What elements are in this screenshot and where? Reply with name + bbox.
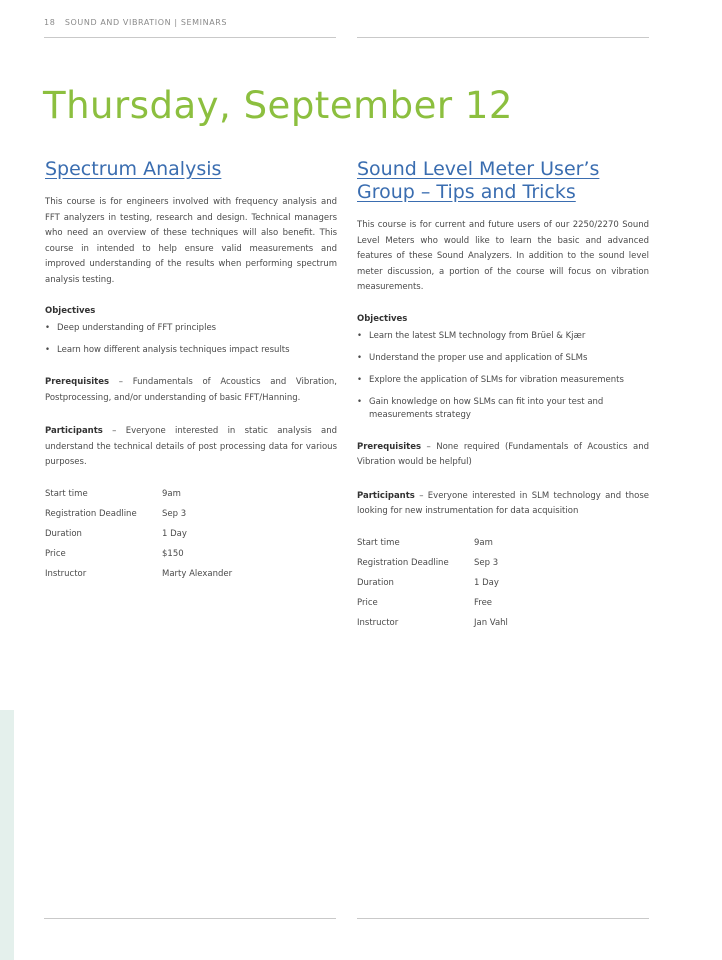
- detail-row: Registration Deadline Sep 3: [357, 557, 499, 568]
- side-accent-strip: [0, 710, 14, 960]
- objectives-list: [357, 330, 649, 422]
- page-title: Thursday, September 12: [43, 84, 513, 127]
- footer-rule-right: [357, 918, 649, 919]
- objective-item: • Gain knowledge on how SLMs can fit into your test and measurements strategy: [357, 396, 604, 420]
- detail-row: Instructor Marty Alexander: [45, 568, 233, 579]
- course-description: This course is for engineers involved with frequency analysis and FFT analyzers in testing, research and design. Technical managers who need an overview of these techniques will also benefit. This course in intended to help ensure valid measurements and improved understanding of the results when performing spectrum analysis testing.: [45, 197, 337, 285]
- participants: [357, 489, 649, 520]
- bullet-icon: •: [357, 330, 363, 341]
- bullet-icon: •: [357, 352, 363, 363]
- participants-text: – Everyone interested in SLM technology and those looking for new instrumentation for data acquisition: [357, 490, 649, 516]
- prerequisites-label: Prerequisites: [357, 441, 422, 452]
- course-title[interactable]: Spectrum Analysis: [45, 158, 222, 180]
- page-number: 18: [44, 18, 56, 27]
- page-header: [44, 18, 227, 27]
- objective-item: • Learn how different analysis techniques impact results: [45, 345, 290, 355]
- course-title[interactable]: Sound Level Meter User’s Group – Tips and Tricks: [357, 158, 600, 203]
- prerequisites-text: – Fundamentals of Acoustics and Vibration, Postprocessing, and/or understanding of basic FFT/Hanning.: [45, 377, 338, 403]
- detail-row: Price $150: [45, 548, 184, 559]
- prerequisites-text: – None required (Fundamentals of Acoustics and Vibration would be helpful): [357, 441, 650, 467]
- detail-row: Start time 9am: [357, 537, 493, 548]
- detail-row: Price Free: [357, 597, 493, 608]
- footer-rule-left: [44, 918, 336, 919]
- prerequisites: [357, 440, 649, 471]
- bullet-icon: •: [45, 323, 51, 333]
- course-details-table: [357, 538, 508, 638]
- objective-item: • Understand the proper use and application of SLMs: [357, 352, 588, 363]
- participants-text: – Everyone interested in static analysis and understand the technical details of post processing data for various purposes.: [45, 426, 337, 467]
- course-slm-users-group: [357, 158, 649, 638]
- course-details-table: [45, 489, 232, 589]
- detail-row: Instructor Jan Vahl: [357, 617, 508, 628]
- objective-item: • Learn the latest SLM technology from Brüel & Kjær: [357, 330, 586, 341]
- section-label: SOUND AND VIBRATION | SEMINARS: [64, 18, 228, 27]
- course-spectrum-analysis: [45, 158, 337, 589]
- detail-row: Duration 1 Day: [357, 577, 499, 588]
- detail-row: Start time 9am: [45, 488, 181, 499]
- participants-label: Participants: [357, 490, 415, 501]
- bullet-icon: •: [45, 345, 51, 355]
- detail-row: Registration Deadline Sep 3: [45, 508, 187, 519]
- header-rule-left: [44, 37, 336, 38]
- prerequisites-label: Prerequisites: [45, 377, 110, 387]
- objective-item: • Explore the application of SLMs for vibration measurements: [357, 374, 624, 385]
- objectives-list: [45, 322, 337, 357]
- prerequisites: [45, 375, 337, 406]
- bullet-icon: •: [357, 396, 363, 407]
- header-rule-right: [357, 37, 649, 38]
- course-description: This course is for current and future users of our 2250/2270 Sound Level Meters who would like to learn the basic and advanced features of these Sound Analyzers. In addition to the sound level meter discussion, a portion of the course will focus on vibration measurements.: [357, 220, 649, 292]
- objectives-heading: Objectives: [45, 306, 96, 316]
- detail-row: Duration 1 Day: [45, 528, 187, 539]
- participants-label: Participants: [45, 426, 103, 436]
- objectives-heading: Objectives: [357, 313, 408, 324]
- participants: [45, 424, 337, 471]
- objective-item: • Deep understanding of FFT principles: [45, 323, 217, 333]
- bullet-icon: •: [357, 374, 363, 385]
